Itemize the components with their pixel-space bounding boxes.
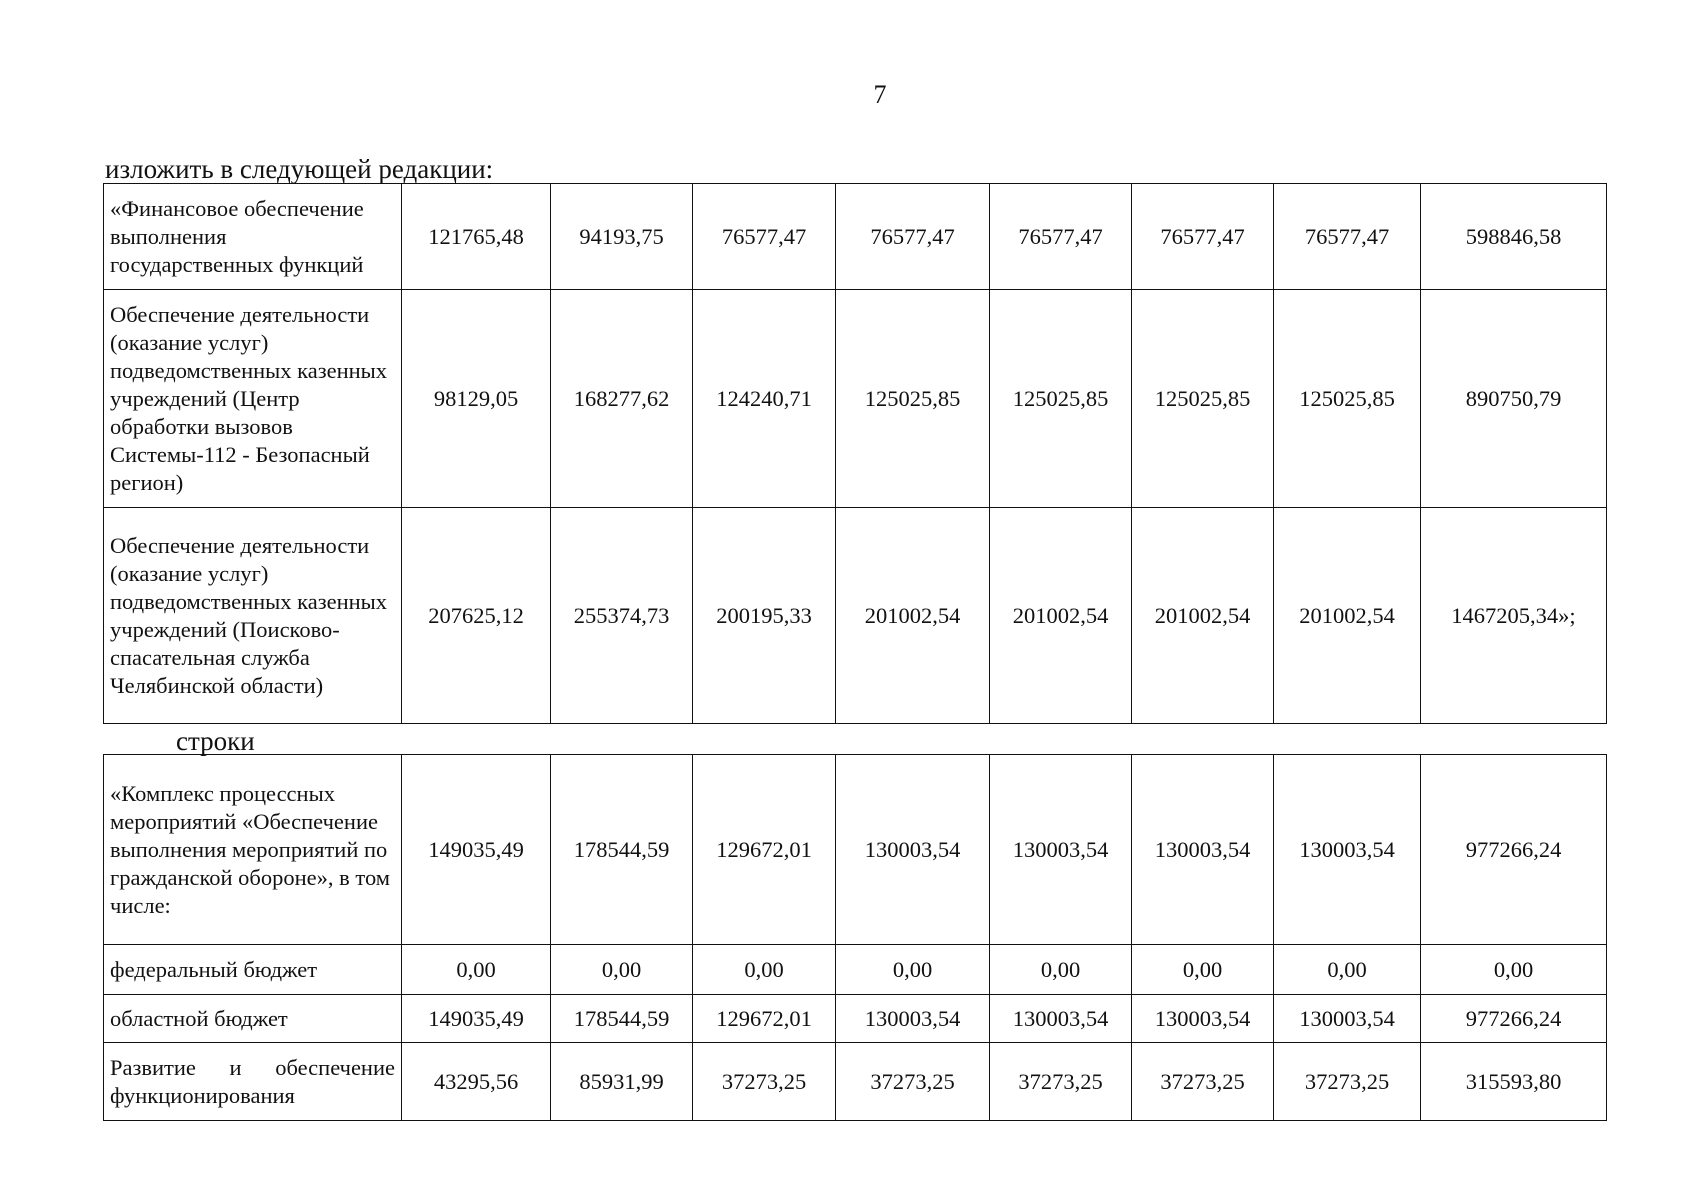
value-cell: 130003,54 <box>1274 995 1421 1043</box>
value-cell: 37273,25 <box>693 1043 836 1121</box>
value-cell: 125025,85 <box>1274 290 1421 508</box>
total-cell: 890750,79 <box>1421 290 1607 508</box>
value-cell: 201002,54 <box>990 508 1132 724</box>
value-cell: 130003,54 <box>836 995 990 1043</box>
total-cell: 977266,24 <box>1421 755 1607 945</box>
value-cell: 201002,54 <box>1274 508 1421 724</box>
row-label: областной бюджет <box>104 995 402 1043</box>
value-cell: 130003,54 <box>990 995 1132 1043</box>
value-cell: 37273,25 <box>1132 1043 1274 1121</box>
value-cell: 149035,49 <box>402 995 551 1043</box>
value-cell: 94193,75 <box>551 184 693 290</box>
value-cell: 125025,85 <box>990 290 1132 508</box>
value-cell: 0,00 <box>1274 945 1421 995</box>
value-cell: 0,00 <box>693 945 836 995</box>
value-cell: 0,00 <box>551 945 693 995</box>
value-cell: 168277,62 <box>551 290 693 508</box>
value-cell: 37273,25 <box>990 1043 1132 1121</box>
row-label: «Комплекс процессных мероприятий «Обеспечение выполнения мероприятий по гражданской обороне», в том числе: <box>104 755 402 945</box>
value-cell: 201002,54 <box>1132 508 1274 724</box>
value-cell: 178544,59 <box>551 755 693 945</box>
value-cell: 76577,47 <box>1274 184 1421 290</box>
value-cell: 76577,47 <box>990 184 1132 290</box>
value-cell: 178544,59 <box>551 995 693 1043</box>
value-cell: 37273,25 <box>1274 1043 1421 1121</box>
value-cell: 130003,54 <box>836 755 990 945</box>
intro-text: изложить в следующей редакции: <box>105 154 494 184</box>
table-row <box>104 995 1607 1043</box>
value-cell: 43295,56 <box>402 1043 551 1121</box>
value-cell: 207625,12 <box>402 508 551 724</box>
value-cell: 129672,01 <box>693 755 836 945</box>
row-label: федеральный бюджет <box>104 945 402 995</box>
value-cell: 0,00 <box>402 945 551 995</box>
value-cell: 130003,54 <box>990 755 1132 945</box>
value-cell: 130003,54 <box>1132 995 1274 1043</box>
row-label: «Финансовое обеспечение выполнения государственных функций <box>104 184 402 290</box>
value-cell: 124240,71 <box>693 290 836 508</box>
table-row <box>104 945 1607 995</box>
value-cell: 85931,99 <box>551 1043 693 1121</box>
total-cell: 315593,80 <box>1421 1043 1607 1121</box>
budget-table-rows <box>103 754 1607 1121</box>
value-cell: 37273,25 <box>836 1043 990 1121</box>
table-row <box>104 290 1607 508</box>
value-cell: 129672,01 <box>693 995 836 1043</box>
table-row <box>104 1043 1607 1121</box>
value-cell: 76577,47 <box>836 184 990 290</box>
table-row <box>104 508 1607 724</box>
value-cell: 130003,54 <box>1132 755 1274 945</box>
value-cell: 98129,05 <box>402 290 551 508</box>
value-cell: 76577,47 <box>693 184 836 290</box>
total-cell: 977266,24 <box>1421 995 1607 1043</box>
section-label: строки <box>176 726 255 756</box>
value-cell: 149035,49 <box>402 755 551 945</box>
value-cell: 255374,73 <box>551 508 693 724</box>
value-cell: 125025,85 <box>836 290 990 508</box>
value-cell: 200195,33 <box>693 508 836 724</box>
value-cell: 0,00 <box>836 945 990 995</box>
value-cell: 130003,54 <box>1274 755 1421 945</box>
table-row <box>104 755 1607 945</box>
page-number: 7 <box>873 80 887 109</box>
budget-table-new-edition <box>103 183 1607 724</box>
row-label: Обеспечение деятельности (оказание услуг) подведомственных казенных учреждений (Центр обработки вызовов Системы-112 - Безопасный регион) <box>104 290 402 508</box>
total-cell: 1467205,34»; <box>1421 508 1607 724</box>
total-cell: 0,00 <box>1421 945 1607 995</box>
value-cell: 0,00 <box>990 945 1132 995</box>
value-cell: 0,00 <box>1132 945 1274 995</box>
row-label: Обеспечение деятельности (оказание услуг) подведомственных казенных учреждений (Поисково-спасательная служба Челябинской области) <box>104 508 402 724</box>
value-cell: 125025,85 <box>1132 290 1274 508</box>
total-cell: 598846,58 <box>1421 184 1607 290</box>
table-row <box>104 184 1607 290</box>
row-label: Развитие и обеспечение функционирования <box>104 1043 402 1121</box>
value-cell: 76577,47 <box>1132 184 1274 290</box>
value-cell: 201002,54 <box>836 508 990 724</box>
value-cell: 121765,48 <box>402 184 551 290</box>
